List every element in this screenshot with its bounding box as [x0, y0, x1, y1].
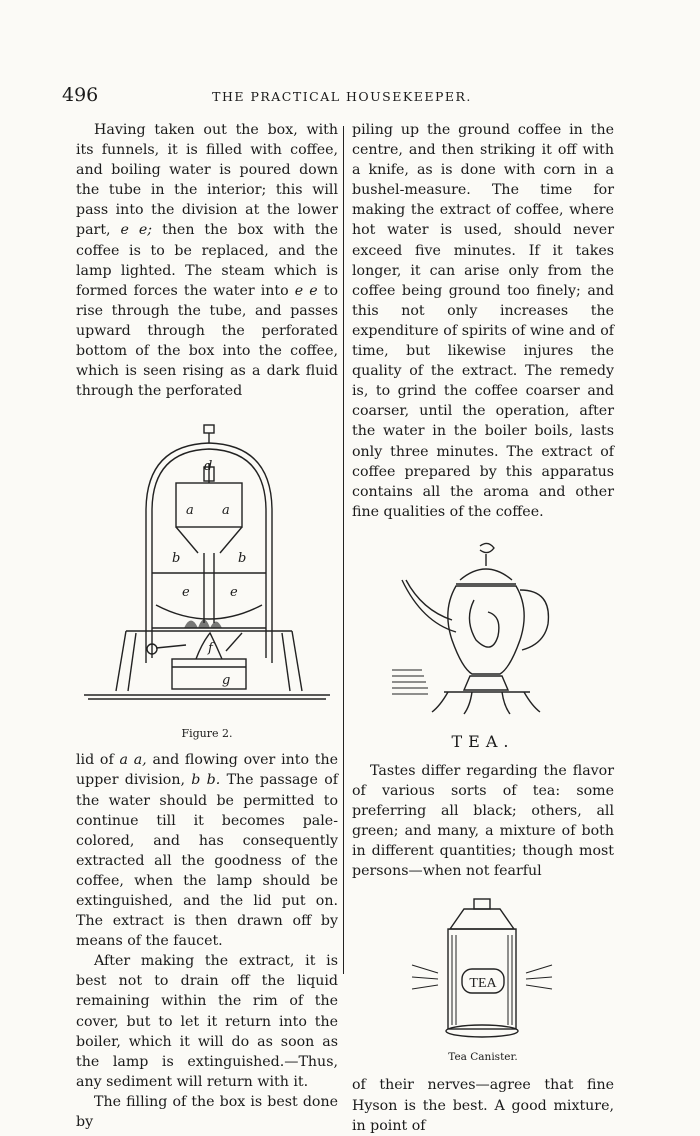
- label-e: e: [182, 585, 190, 601]
- tea-canister-figure: [352, 895, 614, 1045]
- paragraph: Having taken out the box, with its funnels, it is filled with coffee, and boiling water is poured down the tube in the interior; this will pass into the division at the lower part, e e; then the box with the coffee is to be replaced, and the lamp lighted. The steam which is formed forces the water into e e to rise through the tube, and passes upward through the perforated bottom of the box into the coffee, which is seen rising as a dark fluid through the perforated: [76, 122, 338, 400]
- page-header: [62, 84, 622, 108]
- label-b: b: [172, 551, 181, 567]
- label-a: a: [186, 503, 194, 519]
- coffee-apparatus-figure: [76, 423, 338, 723]
- paragraph: After making the extract, it is best not to drain off the liquid remaining within the rim of the cover, but to let it return into the boiler, which it will do as soon as the lamp is extinguished.—Thus, any sediment will return with it.: [76, 953, 338, 1090]
- label-g: g: [222, 673, 231, 689]
- running-title: THE PRACTICAL HOUSEKEEPER.: [212, 89, 472, 104]
- paragraph: of their nerves—agree that fine Hyson is the best. A good mixture, in point of: [352, 1077, 614, 1134]
- right-column: [352, 120, 614, 1136]
- label-b: b: [238, 551, 247, 567]
- paragraph: lid of a a, and flowing over into the upper division, b b. The passage of the water should be permitted to continue till it becomes pale-colored, and has consequently extracted all the goodness of the coffee, when the lamp should be extinguished, and the lid put on. The extract is then drawn off by means of the faucet.: [76, 752, 339, 950]
- figure-caption: Figure 2.: [181, 727, 233, 741]
- label-d: d: [204, 459, 213, 475]
- paragraph: Tastes differ regarding the flavor of various sorts of tea: some preferring all black; others, all green; and many, a mixture of both in different quantities; though most persons—when not fearful: [352, 762, 614, 880]
- tea-canister-illustration: [352, 895, 614, 1045]
- tea-urn-illustration: [352, 540, 614, 720]
- canister-label: TEA: [469, 976, 497, 992]
- page-number: 496: [62, 84, 99, 106]
- paragraph: The filling of the box is best done by: [76, 1093, 338, 1130]
- paragraph: piling up the ground coffee in the centre, and then striking it off with a knife, as is done with corn in a bushel-measure. The time for making the extract of coffee, where hot water is used, should never exceed five minutes. If it takes longer, it can arise only from the coffee being ground too finely; and this not only increases the expenditure of spirits of wine and of time, but likewise injures the quality of the extract. The remedy is, to grind the coffee coarser and coarser, until the operation, after the water in the boiler boils, lasts only three minutes. The extract of coffee prepared by this apparatus contains all the aroma and other fine qualities of the coffee.: [352, 122, 614, 520]
- left-column: [76, 120, 338, 1132]
- section-title: TEA.: [451, 731, 515, 751]
- figure-caption: Tea Canister.: [448, 1051, 518, 1064]
- label-f: f: [208, 641, 213, 657]
- tea-urn-figure: [352, 540, 614, 720]
- label-e: e: [230, 585, 238, 601]
- label-a: a: [222, 503, 230, 519]
- column-divider: [343, 126, 344, 974]
